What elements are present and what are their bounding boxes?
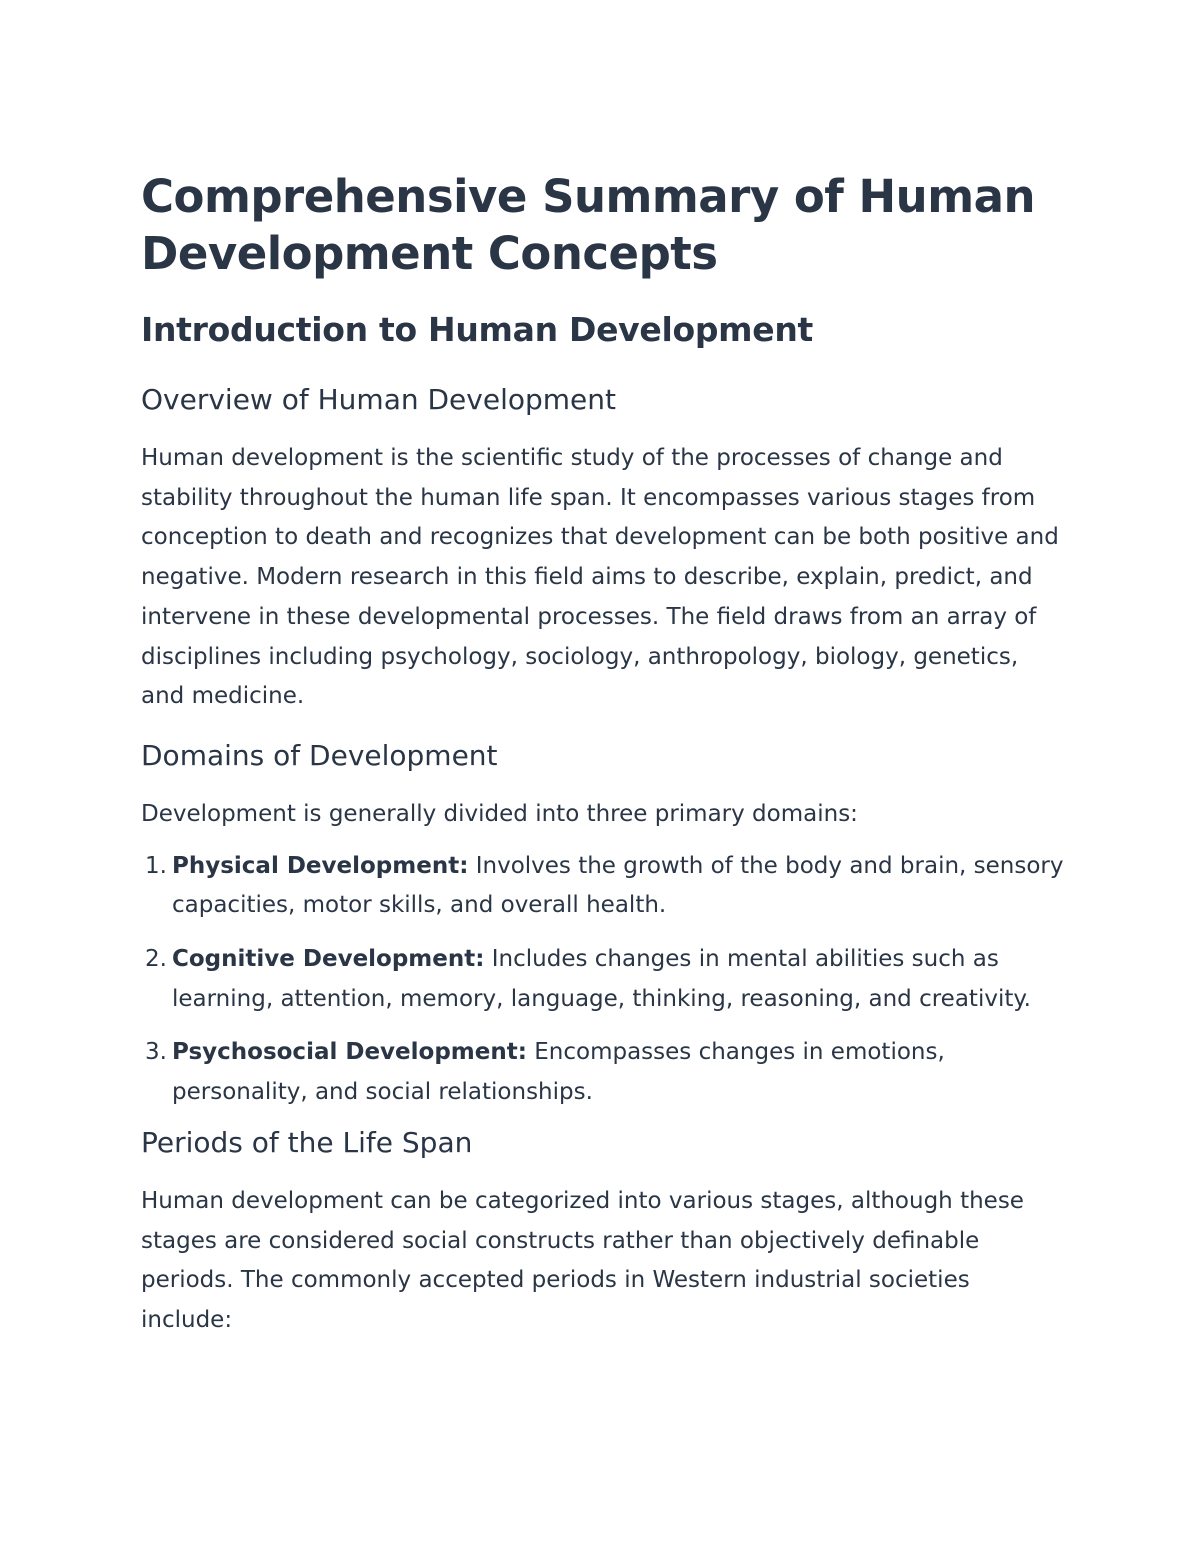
domains-list — [141, 847, 1066, 1113]
list-item-cognitive — [141, 940, 1066, 1019]
subheading-domains: Domains of Development — [141, 738, 498, 772]
list-item-term: Cognitive Development: — [172, 946, 485, 973]
list-number: 2. — [145, 946, 167, 973]
paragraph-overview: Human development is the scientific study of the processes of change and stability throughout the human life span. It encompasses various stages from conception to death and recognizes that development can be both positive and negative. Modern research in this field aims to describe, explain, predict, and intervene in these developmental processes. The field draws from an array of disciplines including psychology, sociology, anthropology, biology, genetics, and medicine. — [141, 445, 1059, 710]
list-number: 3. — [145, 1039, 167, 1066]
document-page — [141, 168, 1066, 1341]
subheading-overview: Overview of Human Development — [141, 383, 616, 416]
document-title: Comprehensive Summary of Human Development Concepts — [141, 170, 1036, 280]
list-item-psychosocial — [141, 1033, 1066, 1112]
list-item-term: Physical Development: — [172, 852, 469, 879]
paragraph-periods: Human development can be categorized into various stages, although these stages are considered social constructs rather than objectively definable periods. The commonly accepted periods in Western industrial societies include: — [141, 1187, 1024, 1333]
list-item-term: Psychosocial Development: — [172, 1039, 527, 1066]
paragraph-domains-intro: Development is generally divided into three primary domains: — [141, 800, 858, 827]
list-item-text: Encompasses changes in emotions, personality, and social relationships. — [172, 1039, 945, 1106]
section-heading-introduction: Introduction to Human Development — [141, 310, 813, 349]
list-item-physical — [141, 847, 1066, 926]
list-item-text: Involves the growth of the body and brain, sensory capacities, motor skills, and overall health. — [172, 852, 1064, 919]
list-number: 1. — [145, 852, 167, 879]
list-item-text: Includes changes in mental abilities such as learning, attention, memory, language, thinking, reasoning, and creativity. — [172, 946, 1031, 1012]
subheading-periods: Periods of the Life Span — [141, 1125, 473, 1159]
